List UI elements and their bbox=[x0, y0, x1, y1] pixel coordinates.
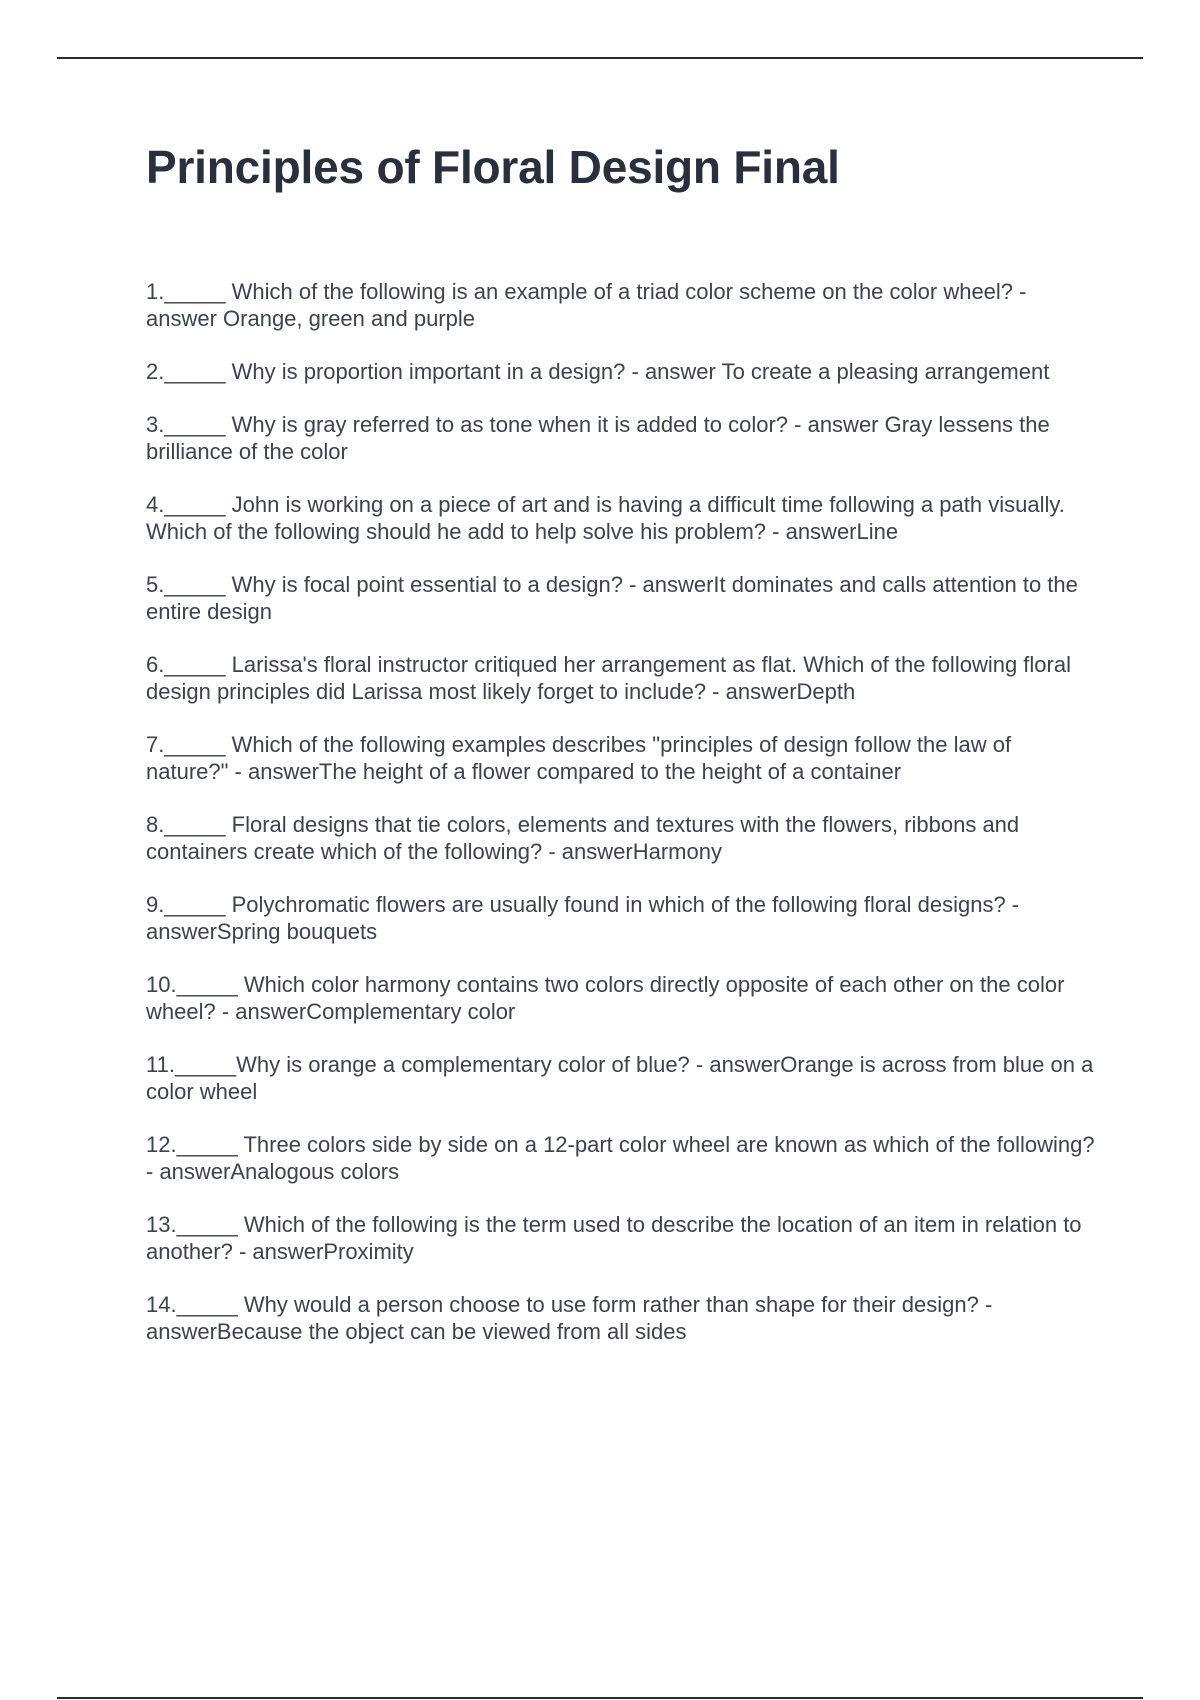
question-item: 8._____ Floral designs that tie colors, elements and textures with the flowers, ribbons and containers create which of the following? - answerHarmony bbox=[146, 812, 1020, 865]
question-item: 6._____ Larissa's floral instructor critiqued her arrangement as flat. Which of the following floral design principles did Larissa most likely forget to include? - answerDepth bbox=[146, 652, 1071, 705]
document-body bbox=[146, 140, 1096, 1371]
question-item: 14._____ Why would a person choose to use form rather than shape for their design? - answerBecause the object can be viewed from all sides bbox=[146, 1292, 993, 1345]
question-list bbox=[146, 278, 1096, 1345]
question-item: 9._____ Polychromatic flowers are usually found in which of the following floral designs? - answerSpring bouquets bbox=[146, 892, 1020, 945]
question-item: 10._____ Which color harmony contains two colors directly opposite of each other on the color wheel? - answerComplementary color bbox=[146, 972, 1065, 1025]
top-rule bbox=[57, 57, 1143, 59]
question-item: 12._____ Three colors side by side on a 12-part color wheel are known as which of the following? - answerAnalogous colors bbox=[146, 1132, 1095, 1185]
question-item: 3._____ Why is gray referred to as tone when it is added to color? - answer Gray lessens the brilliance of the color bbox=[146, 412, 1050, 465]
question-item: 2._____ Why is proportion important in a design? - answer To create a pleasing arrangement bbox=[146, 359, 1050, 385]
bottom-rule bbox=[57, 1697, 1143, 1699]
question-item: 5._____ Why is focal point essential to a design? - answerIt dominates and calls attention to the entire design bbox=[146, 572, 1078, 625]
question-item: 7._____ Which of the following examples describes "principles of design follow the law of nature?" - answerThe height of a flower compared to the height of a container bbox=[146, 732, 1012, 785]
question-item: 1._____ Which of the following is an example of a triad color scheme on the color wheel? - answer Orange, green and purple bbox=[146, 279, 1027, 332]
question-item: 4._____ John is working on a piece of art and is having a difficult time following a path visually. Which of the following should he add to help solve his problem? - answerLine bbox=[146, 492, 1065, 545]
question-item: 13._____ Which of the following is the term used to describe the location of an item in relation to another? - answerProximity bbox=[146, 1212, 1082, 1265]
page-title: Principles of Floral Design Final bbox=[146, 141, 840, 193]
question-item: 11._____Why is orange a complementary color of blue? - answerOrange is across from blue on a color wheel bbox=[146, 1052, 1094, 1105]
